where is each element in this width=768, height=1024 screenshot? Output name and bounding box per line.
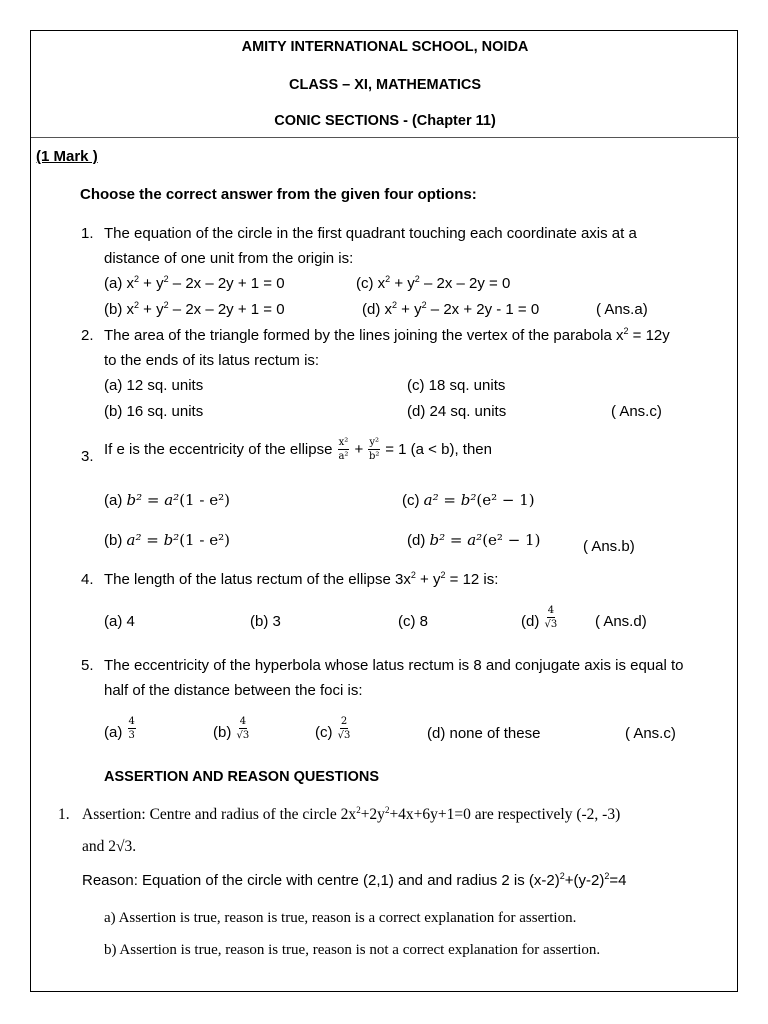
q3-fraction-y: $\frac{\text{y²}}{\text{b²}}$ bbox=[369, 436, 380, 462]
q2-option-c: (c) 18 sq. units bbox=[407, 377, 506, 394]
q4-option-c: (c) 8 bbox=[398, 613, 428, 630]
ar1-option-b: b) Assertion is true, reason is true, reason is not a correct explanation for assertion. bbox=[104, 942, 601, 958]
q3-option-b: (b) a² = b²(1 - e²) bbox=[104, 531, 230, 549]
q4-number: 4. bbox=[81, 571, 94, 588]
ar1-assertion: Assertion: Centre and radius of the circle $2x^2+2y^2+4x+6y+1=0$ are respectively (-2, -3) bbox=[82, 805, 621, 823]
section-marks: (1 Mark ) bbox=[36, 148, 98, 165]
q2-text-line1: The area of the triangle formed by the lines joining the vertex of the parabola $x^2 = 12y$ bbox=[104, 326, 670, 344]
ar1-assertion-line2: and 2√3. bbox=[82, 838, 137, 855]
q2-answer: ( Ans.c) bbox=[611, 403, 662, 420]
q1-option-d: (d) $x^2 + y^2 - 2x + 2y - 1 = 0$ bbox=[362, 300, 540, 318]
q2-option-d: (d) 24 sq. units bbox=[407, 403, 507, 420]
q5-text-line2: half of the distance between the foci is: bbox=[104, 682, 363, 699]
q4-option-d: (d) $\frac{4}{√3}$ bbox=[521, 605, 558, 630]
q5-option-d: (d) none of these bbox=[427, 725, 541, 742]
q1-text-line1: The equation of the circle in the first quadrant touching each coordinate axis at a bbox=[104, 225, 637, 242]
q4-option-b: (b) 3 bbox=[250, 613, 281, 630]
q4-answer: ( Ans.d) bbox=[595, 613, 647, 630]
q5-text-line1: The eccentricity of the hyperbola whose latus rectum is 8 and conjugate axis is equal to bbox=[104, 657, 684, 674]
q1-option-c: (c) $x^2 + y^2 - 2x - 2y = 0$ bbox=[356, 274, 511, 292]
q5-number: 5. bbox=[81, 657, 94, 674]
ar1-reason: Reason: Equation of the circle with centre (2,1) and and radius 2 is $(x-2)^2+(y-2)^2=4$ bbox=[82, 871, 627, 889]
q1-text-line2: distance of one unit from the origin is: bbox=[104, 250, 354, 267]
q1-option-b: (b) $x^2 + y^2 - 2x - 2y + 1 = 0$ bbox=[104, 300, 285, 318]
q3-fraction-x: $\frac{\text{x²}}{\text{a²}}$ bbox=[338, 436, 349, 462]
q5-option-c: (c) $\frac{2}{√3}$ bbox=[315, 716, 351, 741]
q3-number: 3. bbox=[81, 448, 94, 465]
q1-number: 1. bbox=[81, 225, 94, 242]
q5-option-b: (b) $\frac{4}{√3}$ bbox=[213, 716, 250, 741]
class-title: CLASS – XI, MATHEMATICS bbox=[289, 77, 481, 93]
q2-number: 2. bbox=[81, 327, 94, 344]
ar1-number: 1. bbox=[58, 806, 70, 823]
ar1-option-a: a) Assertion is true, reason is true, reason is a correct explanation for assertion. bbox=[104, 910, 577, 926]
q5-answer: ( Ans.c) bbox=[625, 725, 676, 742]
q5-option-a: (a) $\frac{4}{3}$ bbox=[104, 716, 135, 741]
q1-option-a: (a) $x^2 + y^2 - 2x - 2y + 1 = 0$ bbox=[104, 274, 285, 292]
q3-option-a: (a) b² = a²(1 - e²) bbox=[104, 491, 230, 509]
q1-answer: ( Ans.a) bbox=[596, 301, 648, 318]
instruction: Choose the correct answer from the given four options: bbox=[80, 186, 477, 203]
q2-option-b: (b) 16 sq. units bbox=[104, 403, 204, 420]
assertion-reason-heading: ASSERTION AND REASON QUESTIONS bbox=[104, 769, 379, 785]
q3-option-c: (c) a² = b²(e² − 1) bbox=[402, 491, 535, 509]
q2-option-a: (a) 12 sq. units bbox=[104, 377, 204, 394]
q2-text-line2: to the ends of its latus rectum is: bbox=[104, 352, 320, 369]
school-name: AMITY INTERNATIONAL SCHOOL, NOIDA bbox=[241, 39, 529, 55]
q4-text: The length of the latus rectum of the ellipse $3x^2 + y^2 = 12$ is: bbox=[104, 570, 499, 588]
q3-answer: ( Ans.b) bbox=[583, 538, 635, 555]
q4-option-a: (a) 4 bbox=[104, 613, 135, 630]
header-divider bbox=[31, 137, 739, 138]
chapter-title: CONIC SECTIONS - (Chapter 11) bbox=[274, 113, 496, 129]
worksheet-page bbox=[30, 30, 738, 992]
q3-text: If e is the eccentricity of the ellipse $\frac{\text{x²}}{\text{a²}}$ + $\frac{\text{y²}}{\text{b²}}$ = 1 (a < b), then bbox=[104, 436, 492, 462]
q3-option-d: (d) b² = a²(e² − 1) bbox=[407, 531, 541, 549]
